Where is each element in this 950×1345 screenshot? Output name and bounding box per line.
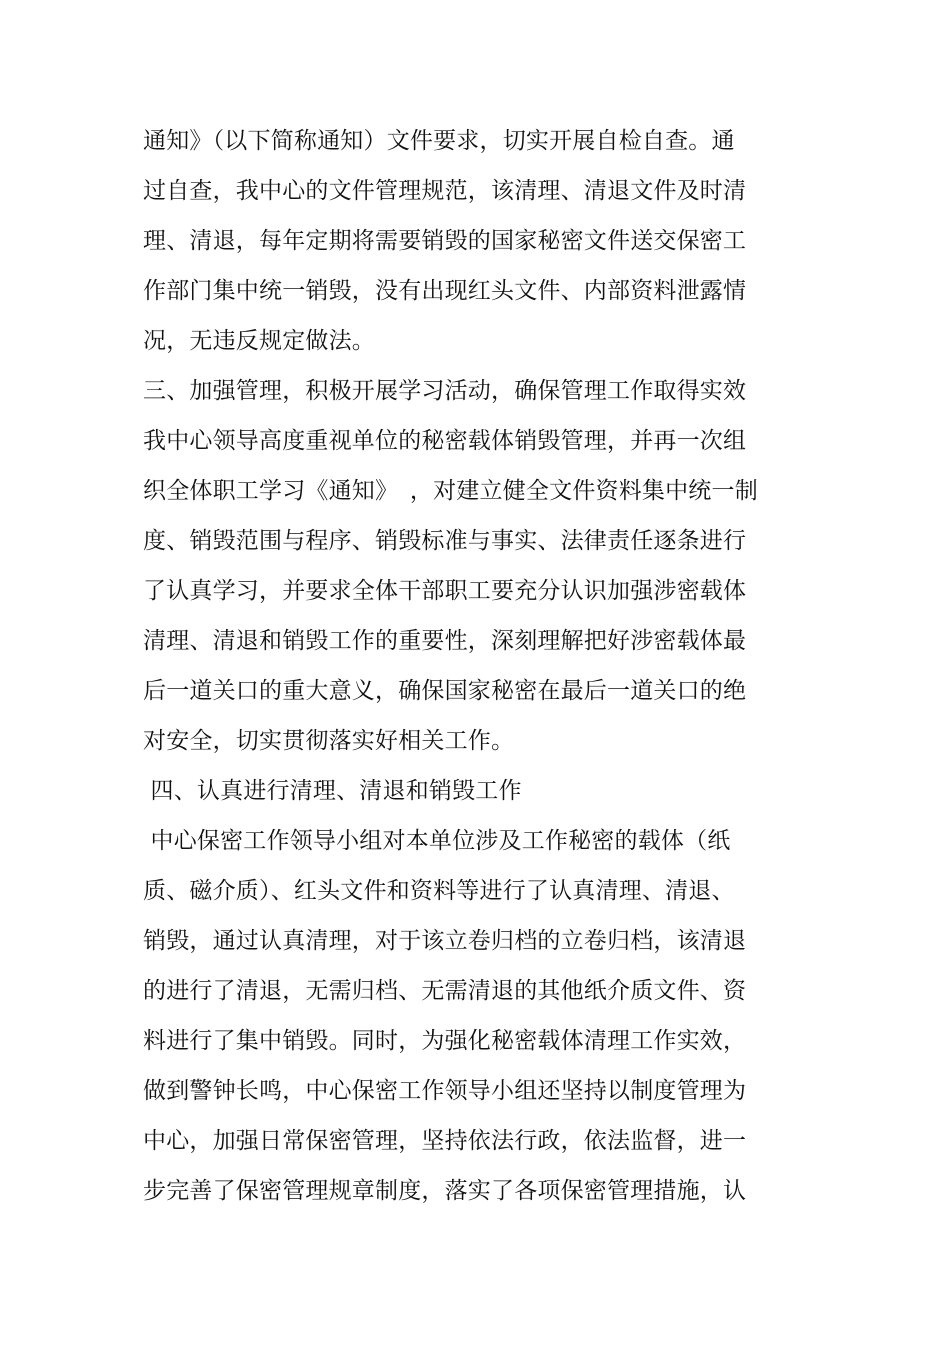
- text-line: 况，无违反规定做法。: [143, 328, 375, 354]
- text-line: 度、销毁范围与程序、销毁标准与事实、法律责任逐条进行: [143, 528, 747, 554]
- text-line: 后一道关口的重大意义，确保国家秘密在最后一道关口的绝: [143, 678, 747, 704]
- text-line: 步完善了保密管理规章制度，落实了各项保密管理措施，认: [143, 1178, 747, 1204]
- section-heading-4: 四、认真进行清理、清退和销毁工作: [143, 778, 522, 804]
- text-line: 了认真学习，并要求全体干部职工要充分认识加强涉密载体: [143, 578, 747, 604]
- text-line: 销毁，通过认真清理，对于该立卷归档的立卷归档，该清退: [143, 928, 747, 954]
- text-line: 中心，加强日常保密管理，坚持依法行政，依法监督，进一: [143, 1128, 747, 1154]
- text-line: 料进行了集中销毁。同时，为强化秘密载体清理工作实效，: [143, 1028, 747, 1054]
- text-line: 我中心领导高度重视单位的秘密载体销毁管理，并再一次组: [143, 428, 747, 454]
- text-line: 对安全，切实贯彻落实好相关工作。: [143, 728, 515, 754]
- section-heading-3: 三、加强管理，积极开展学习活动，确保管理工作取得实效: [143, 378, 747, 404]
- text-line: 通知》（以下简称通知）文件要求，切实开展自检自查。通: [143, 128, 735, 154]
- text-line: 织全体职工学习《通知》 ，对建立健全文件资料集中统一制: [143, 478, 758, 504]
- text-line: 过自查，我中心的文件管理规范，该清理、清退文件及时清: [143, 178, 747, 204]
- text-line: 作部门集中统一销毁，没有出现红头文件、内部资料泄露情: [143, 278, 747, 304]
- text-line: 质、磁介质）、红头文件和资料等进行了认真清理、清退、: [143, 878, 735, 904]
- text-line: 清理、清退和销毁工作的重要性，深刻理解把好涉密载体最: [143, 628, 747, 654]
- text-line: 理、清退，每年定期将需要销毁的国家秘密文件送交保密工: [143, 228, 747, 254]
- text-line: 做到警钟长鸣，中心保密工作领导小组还坚持以制度管理为: [143, 1078, 747, 1104]
- text-line: 的进行了清退，无需归档、无需清退的其他纸介质文件、资: [143, 978, 747, 1004]
- text-line: 中心保密工作领导小组对本单位涉及工作秘密的载体（纸: [143, 828, 731, 854]
